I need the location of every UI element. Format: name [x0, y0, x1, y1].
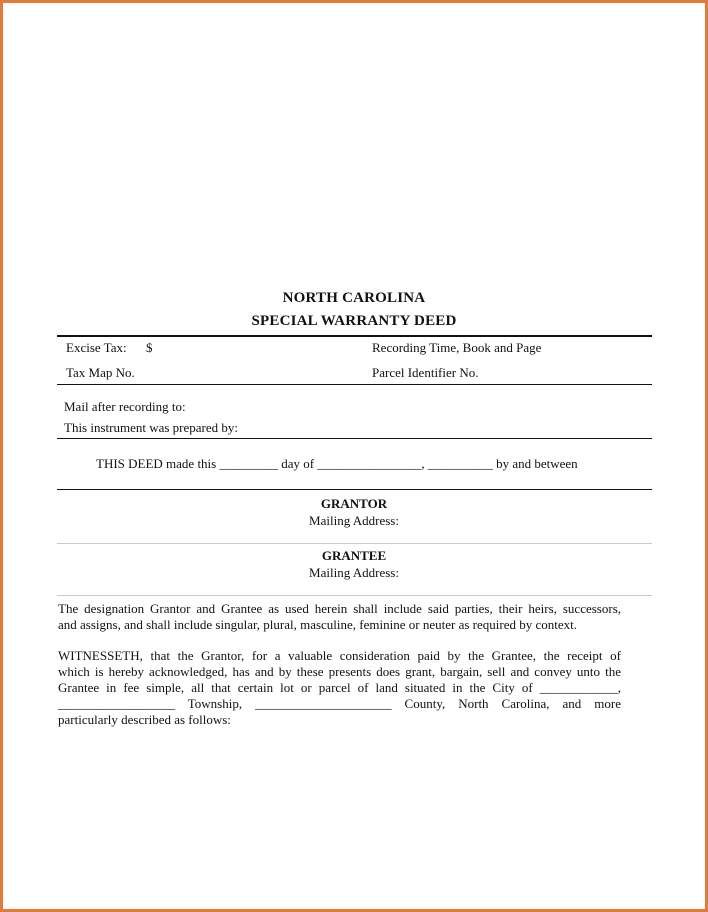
- excise-tax-symbol: $: [146, 340, 153, 355]
- designation-paragraph: [58, 601, 621, 633]
- top-rule: [57, 335, 652, 337]
- mail-after-recording: Mail after recording to:: [64, 399, 186, 414]
- parties-rule: [57, 489, 652, 490]
- grantor-heading: GRANTOR: [320, 496, 388, 511]
- deed-made-line: THIS DEED made this _________ day of ________________, __________ by and between: [96, 456, 578, 471]
- designation-line: and assigns, and shall include singular, plural, masculine, feminine or neuter as required by context.: [58, 617, 577, 632]
- witnesseth-line: WITNESSETH, that the Grantor, for a valuable consideration paid by the Grantee, the receipt of: [58, 648, 621, 663]
- witnesseth-line: __________________ Township, _____________________ County, North Carolina, and more: [58, 696, 621, 711]
- prepared-rule: [57, 438, 652, 439]
- deed-title: SPECIAL WARRANTY DEED: [251, 313, 457, 329]
- grantor-divider: [57, 543, 652, 544]
- prepared-by: This instrument was prepared by:: [64, 420, 239, 435]
- info-rule: [57, 384, 652, 385]
- excise-tax-label: Excise Tax:: [66, 340, 127, 355]
- witnesseth-line: which is hereby acknowledged, has and by these presents does grant, bargain, sell and convey unto the: [58, 664, 621, 679]
- grantee-mailing-address: Mailing Address:: [309, 565, 399, 580]
- witnesseth-line: particularly described as follows:: [58, 712, 231, 727]
- recording-label: Recording Time, Book and Page: [372, 340, 542, 355]
- tax-map-label: Tax Map No.: [66, 365, 135, 380]
- parcel-identifier-label: Parcel Identifier No.: [372, 365, 479, 380]
- grantee-divider: [57, 595, 652, 596]
- deed-title-state: NORTH CAROLINA: [282, 290, 426, 306]
- designation-line: The designation Grantor and Grantee as used herein shall include said parties, their heirs, successors,: [58, 601, 621, 616]
- grantee-heading: GRANTEE: [321, 548, 387, 563]
- witnesseth-paragraph: [58, 648, 621, 728]
- witnesseth-line: Grantee in fee simple, all that certain lot or parcel of land situated in the City of ____________,: [58, 680, 621, 695]
- grantor-mailing-address: Mailing Address:: [309, 513, 399, 528]
